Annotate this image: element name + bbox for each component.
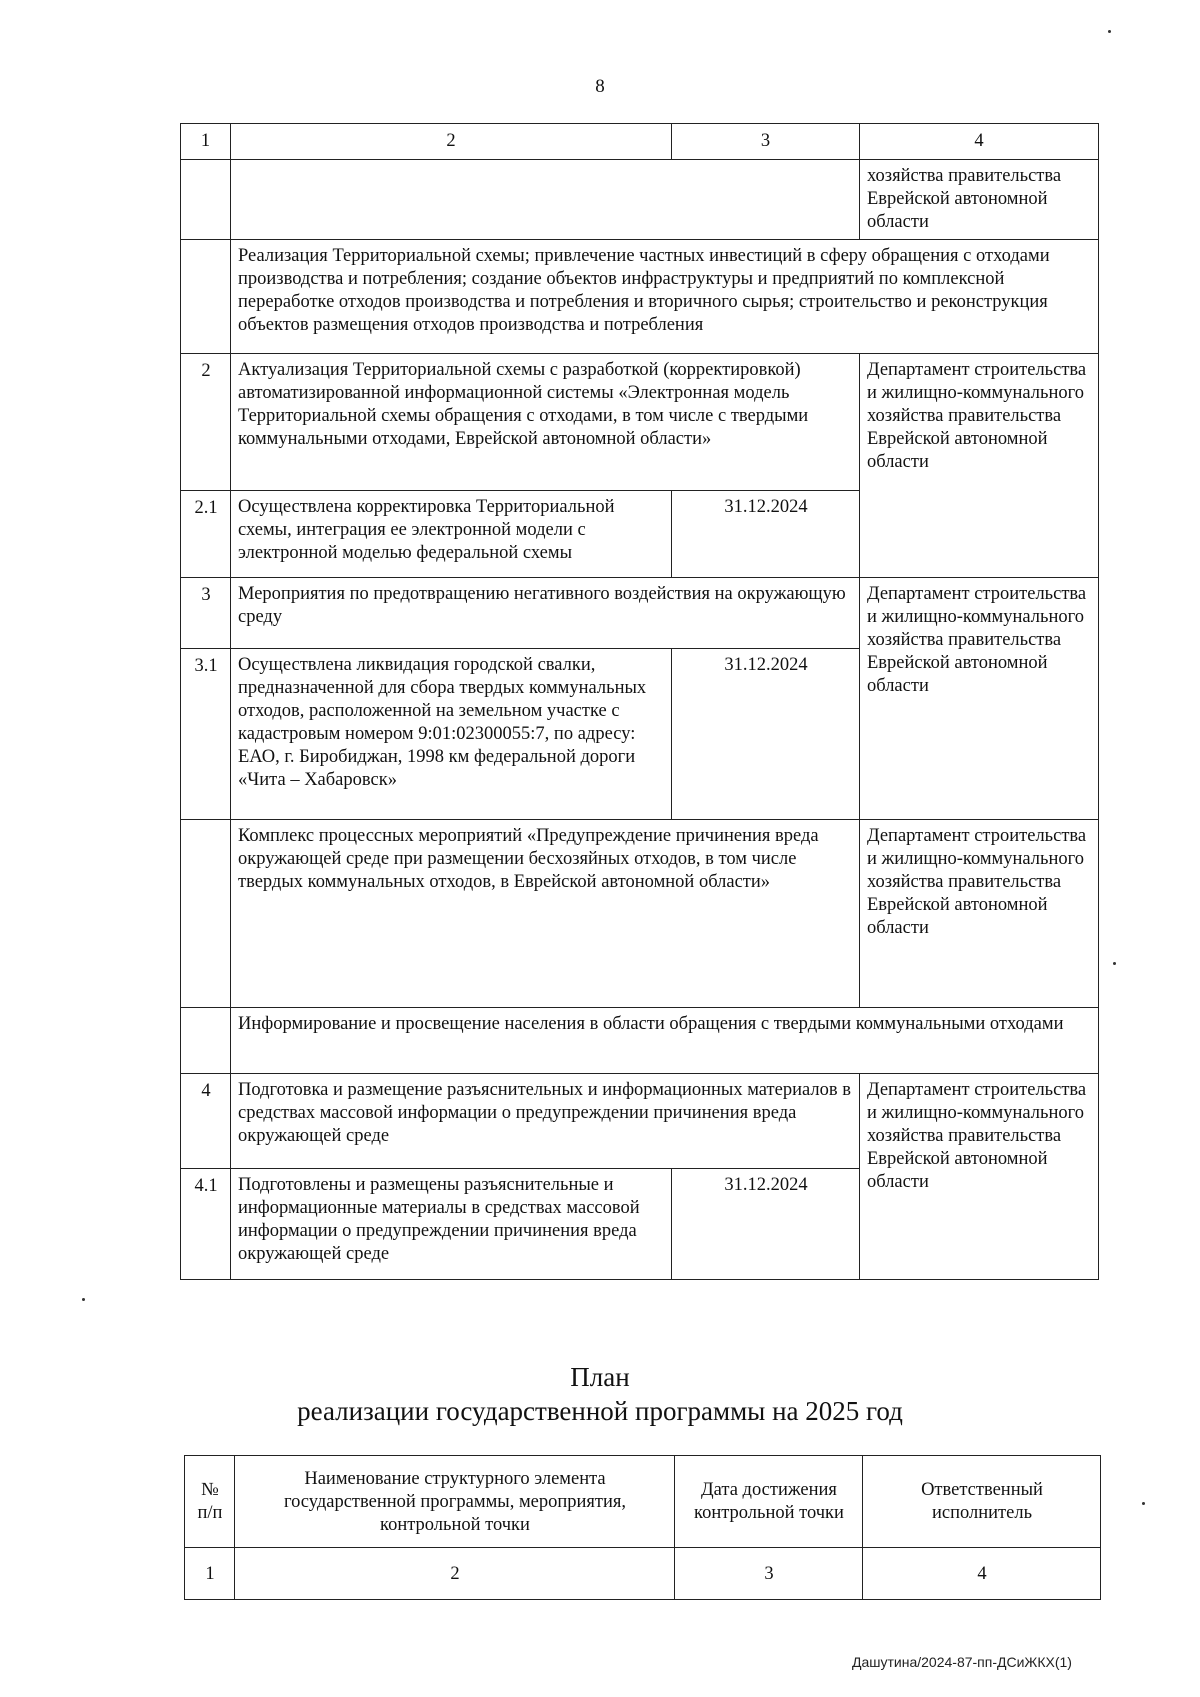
table-row — [181, 240, 1099, 354]
complex-measure-name: Комплекс процессных мероприятий «Предупреждение причинения вреда окружающей среде при размещении бесхозяйных отходов, в том числе твердых коммунальных отходов, в Еврейской автономной области» — [231, 820, 860, 1008]
measure-name: Мероприятия по предотвращению негативного воздействия на окружающую среду — [231, 578, 860, 649]
responsible-cell: Департамент строительства и жилищно-коммунального хозяйства правительства Еврейской автономной области — [860, 354, 1099, 578]
column-number-1: 1 — [185, 1548, 235, 1600]
table-row — [181, 820, 1099, 1008]
header-name: Наименование структурного элемента государственной программы, мероприятия, контрольной точки — [235, 1456, 675, 1548]
row-number: 4 — [181, 1074, 231, 1169]
responsible-cell: Департамент строительства и жилищно-коммунального хозяйства правительства Еврейской автономной области — [860, 1074, 1099, 1280]
table-row — [181, 354, 1099, 491]
checkpoint-name: Подготовлены и размещены разъяснительные и информационные материалы в средствах массовой информации о предупреждении причинения вреда окружающей среде — [231, 1169, 672, 1280]
row-number: 2.1 — [181, 491, 231, 578]
column-number-2: 2 — [231, 124, 672, 160]
row-number: 3 — [181, 578, 231, 649]
task-description: Реализация Территориальной схемы; привлечение частных инвестиций в сферу обращения с отходами производства и потребления; создание объектов инфраструктуры и предприятий по комплексной переработке отходов производства и потребления и вторичного сырья; строительство и реконструкция объектов размещения отходов производства и потребления — [231, 240, 1099, 354]
measures-table — [180, 123, 1099, 1280]
scan-speck — [1108, 30, 1111, 33]
column-number-4: 4 — [860, 124, 1099, 160]
header-number: № п/п — [185, 1456, 235, 1548]
document-code: Дашутина/2024-87-пп-ДСиЖКХ(1) — [852, 1654, 1072, 1670]
checkpoint-name: Осуществлена корректировка Территориальной схемы, интеграция ее электронной модели с электронной моделью федеральной схемы — [231, 491, 672, 578]
header-date: Дата достижения контрольной точки — [675, 1456, 863, 1548]
plan-table — [184, 1455, 1101, 1600]
table-row — [181, 160, 1099, 240]
row-number: 3.1 — [181, 649, 231, 820]
checkpoint-date: 31.12.2024 — [672, 1169, 860, 1280]
column-number-4: 4 — [863, 1548, 1101, 1600]
row-number: 2 — [181, 354, 231, 491]
table-row — [181, 1008, 1099, 1074]
checkpoint-date: 31.12.2024 — [672, 491, 860, 578]
column-numbers-row — [185, 1548, 1101, 1600]
column-number-1: 1 — [181, 124, 231, 160]
responsible-cell: Департамент строительства и жилищно-коммунального хозяйства правительства Еврейской автономной области — [860, 578, 1099, 820]
table-header-row — [181, 124, 1099, 160]
responsible-cell: хозяйства правительства Еврейской автономной области — [860, 160, 1099, 240]
column-number-3: 3 — [675, 1548, 863, 1600]
responsible-cell: Департамент строительства и жилищно-коммунального хозяйства правительства Еврейской автономной области — [860, 820, 1099, 1008]
checkpoint-name: Осуществлена ликвидация городской свалки, предназначенной для сбора твердых коммунальных отходов, расположенной на земельном участке с кадастровым номером 9:01:02300055:7, по адресу: ЕАО, г. Биробиджан, 1998 км федеральной дороги «Чита – Хабаровск» — [231, 649, 672, 820]
table-row — [181, 1074, 1099, 1169]
column-number-2: 2 — [235, 1548, 675, 1600]
header-responsible: Ответственный исполнитель — [863, 1456, 1101, 1548]
task-description: Информирование и просвещение населения в области обращения с твердыми коммунальными отходами — [231, 1008, 1099, 1074]
table-header-row — [185, 1456, 1101, 1548]
plan-title: План — [570, 1362, 630, 1392]
scan-speck — [1113, 962, 1116, 965]
scan-speck — [82, 1298, 85, 1301]
table-row — [181, 578, 1099, 649]
column-number-3: 3 — [672, 124, 860, 160]
plan-subtitle: реализации государственной программы на 2025 год — [297, 1396, 903, 1426]
checkpoint-date: 31.12.2024 — [672, 649, 860, 820]
scan-speck — [1142, 1502, 1145, 1505]
row-number: 4.1 — [181, 1169, 231, 1280]
page-number: 8 — [595, 76, 605, 97]
measure-name: Подготовка и размещение разъяснительных и информационных материалов в средствах массовой информации о предупреждении причинения вреда окружающей среде — [231, 1074, 860, 1169]
measure-name: Актуализация Территориальной схемы с разработкой (корректировкой) автоматизированной информационной системы «Электронная модель Территориальной схемы обращения с отходами, в том числе с твердыми коммунальными отходами, Еврейской автономной области» — [231, 354, 860, 491]
